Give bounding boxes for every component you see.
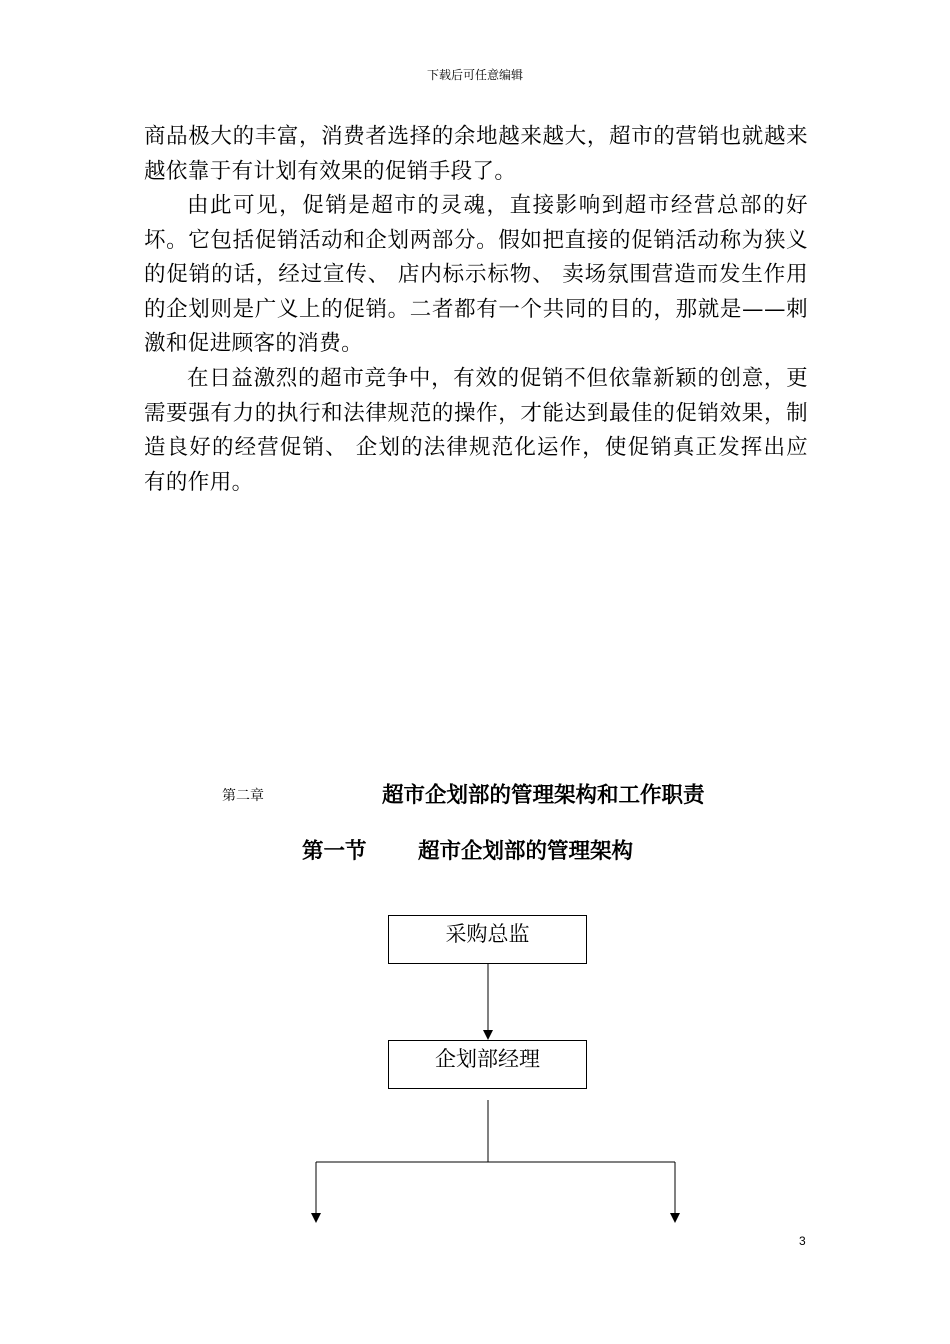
arrowhead-manager <box>483 1030 493 1040</box>
paragraph-2: 由此可见，促销是超市的灵魂，直接影响到超市经营总部的好坏。它包括促销活动和企划两部分。假如把直接的促销活动称为狭义的促销的话，经过宣传、 店内标示标物、 卖场氛围营造而发生作用的企划则是广义上的促销。二者都有一个共同的目的，那就是——刺激和促进顾客的消费。 <box>144 193 808 356</box>
section-title: 超市企划部的管理架构 <box>418 839 634 864</box>
chapter-title: 超市企划部的管理架构和工作职责 <box>382 783 705 808</box>
org-box-planning-manager: 企划部经理 <box>388 1040 587 1089</box>
chapter-label: 第二章 <box>222 788 264 804</box>
section-number: 第一节 <box>302 839 367 864</box>
paragraph-3: 在日益激烈的超市竞争中，有效的促销不但依靠新颖的创意，更需要强有力的执行和法律规范的操作，才能达到最佳的促销效果，制造良好的经营促销、 企划的法律规范化运作，使促销真正发挥出应有的作用。 <box>144 366 808 495</box>
arrowhead-right <box>670 1213 680 1223</box>
arrowhead-left <box>311 1213 321 1223</box>
page-header: 下载后可任意编辑 <box>426 68 523 82</box>
org-box-purchasing-director: 采购总监 <box>388 915 587 964</box>
page-number: 3 <box>799 1234 806 1248</box>
paragraph-1: 商品极大的丰富，消费者选择的余地越来越大，超市的营销也就越来越依靠于有计划有效果的促销手段了。 <box>144 124 808 184</box>
